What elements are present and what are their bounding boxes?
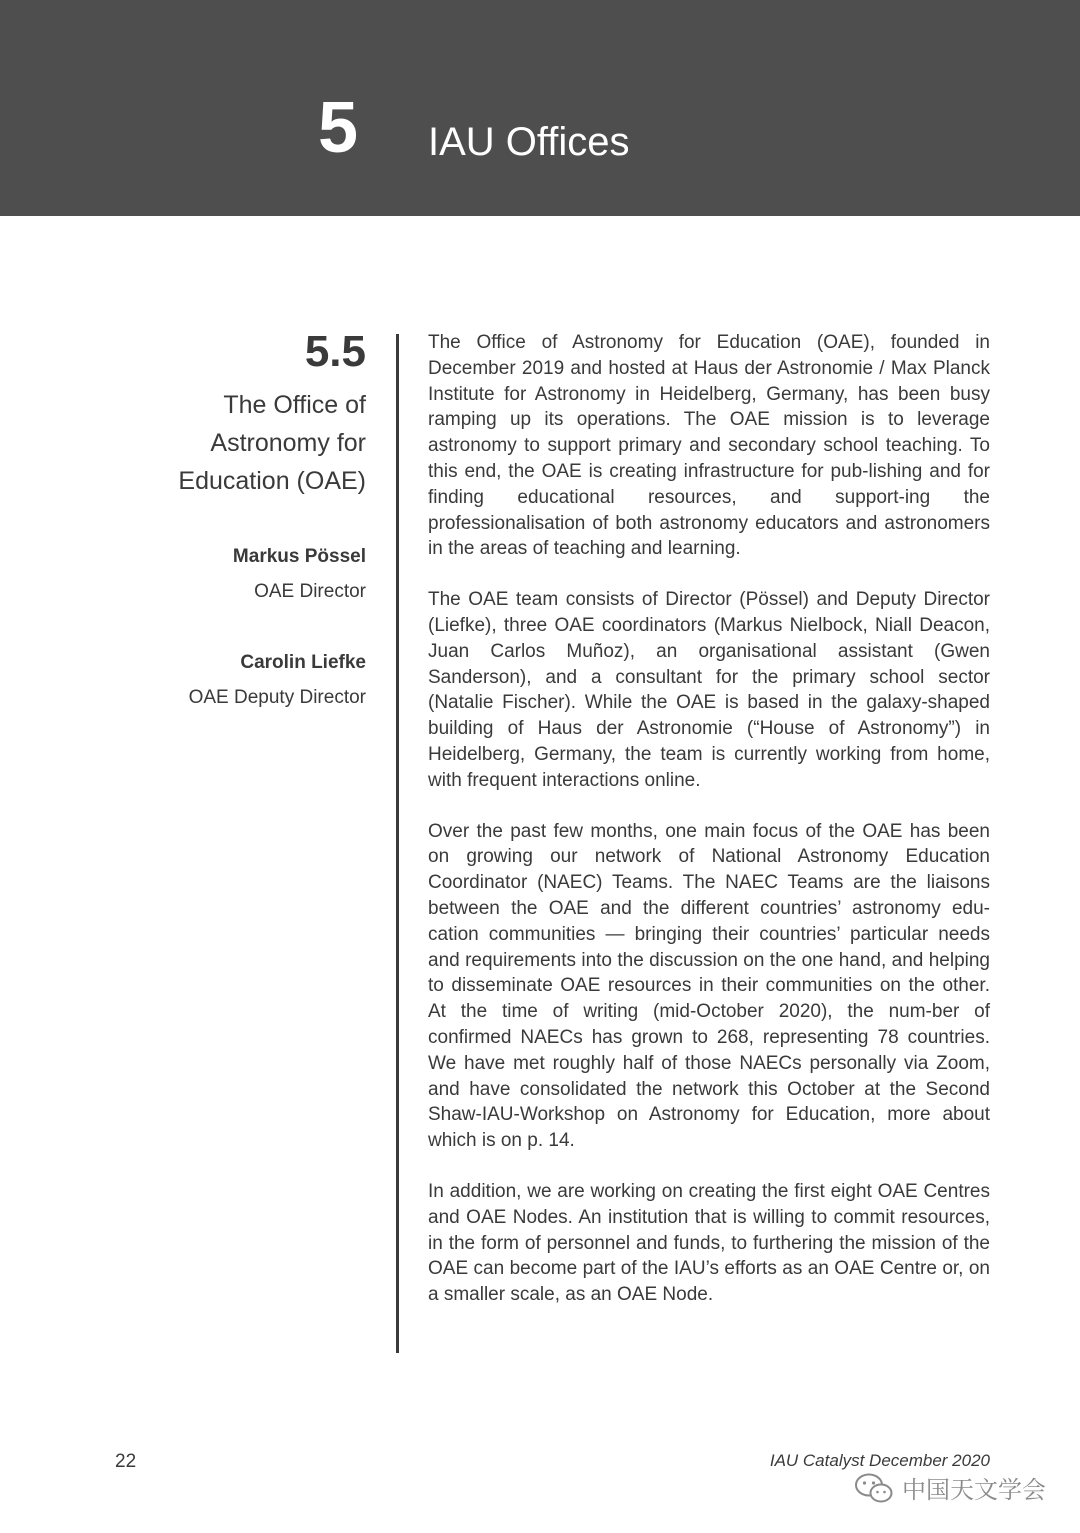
chapter-header-band	[0, 0, 1080, 216]
section-title-line: Astronomy for	[210, 429, 366, 457]
author-name: Carolin Liefke	[240, 652, 366, 673]
body-paragraph: The OAE team consists of Director (Pössel) and Deputy Director (Liefke), three OAE coordinators (Markus Nielbock, Niall Deacon, Juan Carlos Muñoz), an organisational assistant (Gwen Sanderson), and a consultant for the primary school sector (Natalie Fischer). While the OAE is based in the galaxy-shaped building of Haus der Astronomie (“House of Astronomy”) in Heidelberg, Germany, the team is currently working from home, with frequent interactions online.	[428, 589, 990, 791]
chapter-number: 5	[318, 88, 359, 168]
article-body	[428, 330, 990, 1333]
body-paragraph: Over the past few months, one main focus of the OAE has been on growing our network of National Astronomy Education Coordinator (NAEC) Teams. The NAEC Teams are the liaisons between the OAE and the different countries’ astronomy edu-cation communities — bringing their countries’ particular needs and requirements into the discussion on the one hand, and helping to disseminate OAE resources in their communities on the other. At the time of writing (mid-October 2020), the num-ber of confirmed NAECs has grown to 268, representing 78 countries. We have met roughly half of those NAECs personally via Zoom, and have consolidated the network this October at the Second Shaw-IAU-Workshop on Astronomy for Education, more about which is on p. 14.	[428, 820, 990, 1152]
page-number: 22	[115, 1451, 137, 1472]
author-role: OAE Deputy Director	[188, 687, 366, 708]
author-name: Markus Pössel	[232, 546, 366, 567]
publication-footer: IAU Catalyst December 2020	[769, 1451, 990, 1470]
author-role: OAE Director	[254, 581, 366, 602]
section-number: 5.5	[304, 327, 366, 376]
watermark	[854, 1470, 1046, 1505]
body-paragraph: In addition, we are working on creating the first eight OAE Centres and OAE Nodes. An institution that is willing to commit resources, in the form of personnel and funds, to furthering the mission of the OAE can become part of the IAU’s efforts as an OAE Centre or, on a smaller scale, as an OAE Node.	[428, 1180, 990, 1306]
section-title	[100, 386, 366, 500]
section-title-line: The Office of	[223, 391, 366, 419]
body-paragraph: The Office of Astronomy for Education (OAE), founded in December 2019 and hosted at Haus der Astronomie / Max Planck Institute for Astronomy in Heidelberg, Germany, has been busy ramping up its operations. The OAE mission is to leverage astronomy to support primary and secondary school teaching. To this end, the OAE is creating infrastructure for pub-lishing and for finding educational resources, and support-ing the professionalisation of both astronomy educators and astronomers in the areas of teaching and learning.	[428, 332, 990, 560]
chapter-title: IAU Offices	[428, 120, 630, 164]
watermark-text: 中国天文学会	[902, 1477, 1046, 1504]
wechat-icon	[854, 1472, 894, 1504]
section-sidebar	[100, 327, 366, 711]
vertical-divider	[396, 334, 399, 1353]
section-title-line: Education (OAE)	[178, 467, 366, 495]
